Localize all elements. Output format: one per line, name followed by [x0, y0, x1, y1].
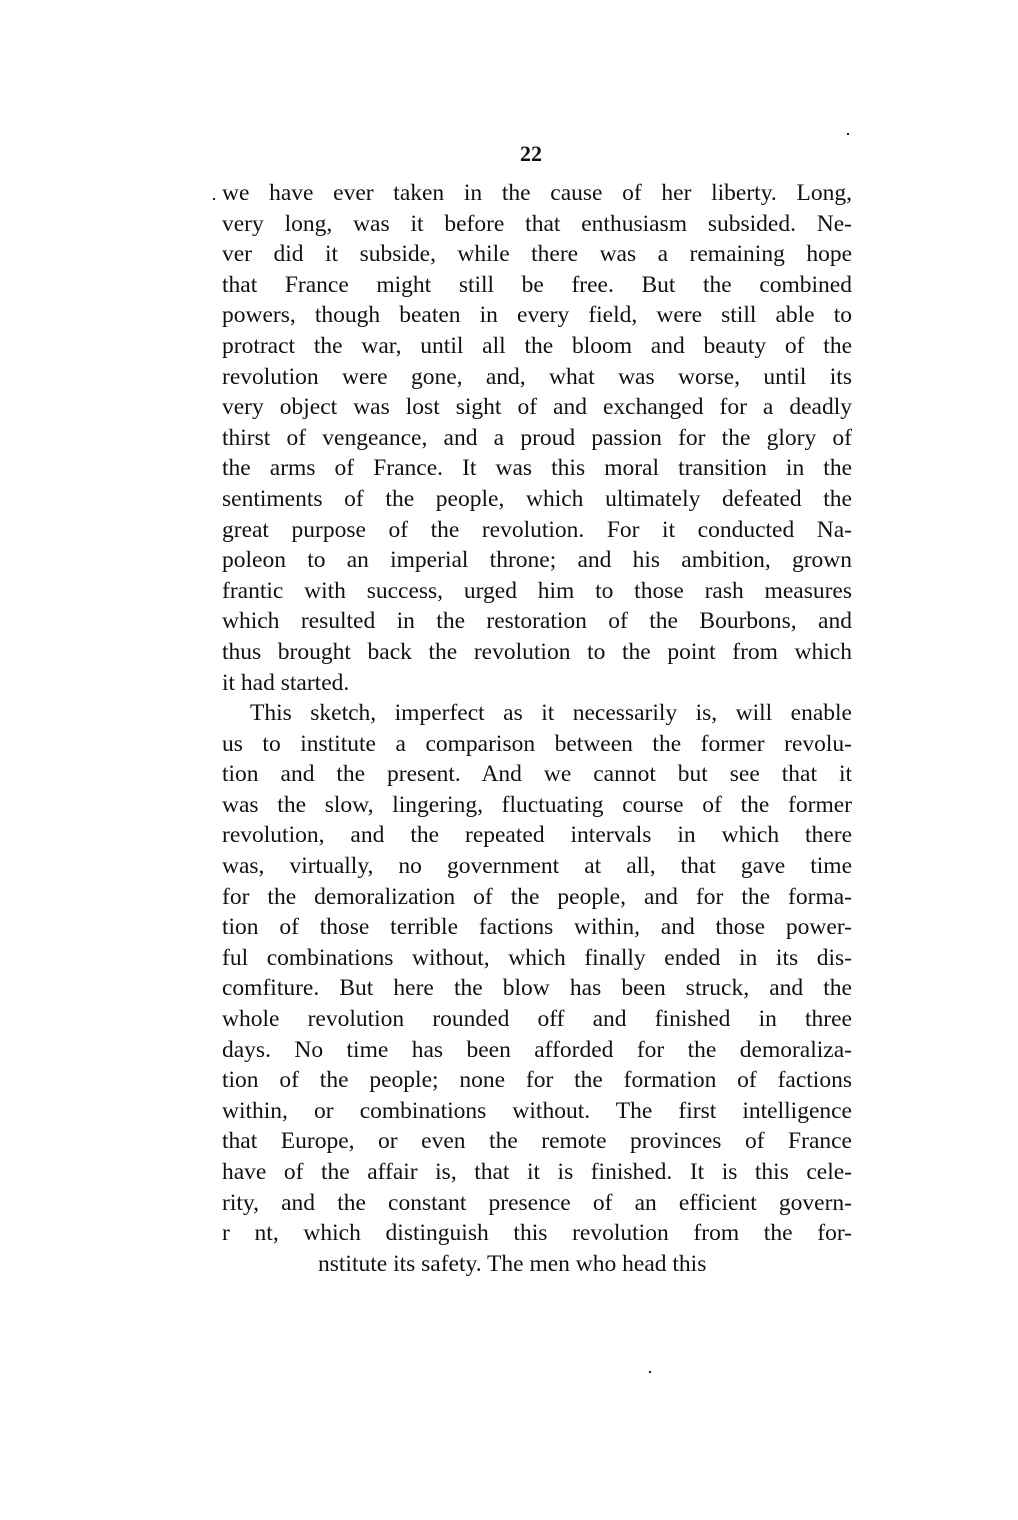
text-line: frantic with success, urged him to those rash measures: [222, 577, 852, 604]
text-line: for the demoralization of the people, and for the forma-: [222, 883, 852, 910]
text-line: revolution were gone, and, what was worse, until its: [222, 363, 852, 390]
text-line: thus brought back the revolution to the point from which: [222, 638, 852, 665]
scan-speck: [847, 133, 849, 135]
text-line: the arms of France. It was this moral transition in the: [222, 455, 852, 482]
text-line: sentiments of the people, which ultimately defeated the: [222, 485, 852, 512]
paragraph-2: [222, 698, 852, 1279]
paragraph-1: [222, 178, 852, 698]
text-line: great purpose of the revolution. For it conducted Na-: [222, 516, 852, 543]
text-line: whole revolution rounded off and finished in three: [222, 1006, 852, 1033]
text-line: tion of those terrible factions within, and those power-: [222, 914, 852, 941]
text-line: that Europe, or even the remote provinces of France: [222, 1128, 852, 1155]
text-line: ver did it subside, while there was a remaining hope: [222, 241, 852, 268]
text-line: protract the war, until all the bloom and beauty of the: [222, 332, 852, 359]
page-number: 22: [520, 141, 542, 166]
text-line: comfiture. But here the blow has been struck, and the: [222, 975, 852, 1002]
text-line: which resulted in the restoration of the Bourbons, and: [222, 608, 852, 635]
text-line-fragment: nstitute its safety. The men who head this: [318, 1250, 707, 1277]
text-line: ful combinations without, which finally ended in its dis-: [222, 944, 852, 971]
text-line: was, virtually, no government at all, that gave time: [222, 853, 852, 880]
text-line: within, or combinations without. The first intelligence: [222, 1097, 852, 1124]
scan-speck: [649, 1371, 651, 1373]
text-line: very long, was it before that enthusiasm subsided. Ne-: [222, 210, 852, 237]
text-line: poleon to an imperial throne; and his ambition, grown: [222, 547, 852, 574]
body-text: [222, 178, 852, 1279]
text-line: powers, though beaten in every field, were still able to: [222, 302, 852, 329]
text-line: revolution, and the repeated intervals in which there: [222, 822, 852, 849]
text-line: us to institute a comparison between the former revolu-: [222, 730, 852, 757]
text-line: tion of the people; none for the formation of factions: [222, 1067, 852, 1094]
text-line: tion and the present. And we cannot but see that it: [222, 761, 852, 788]
scan-speck: [213, 198, 215, 200]
text-line: thirst of vengeance, and a proud passion for the glory of: [222, 424, 852, 451]
text-line: that France might still be free. But the combined: [222, 271, 852, 298]
text-line: have of the affair is, that it is finished. It is this cele-: [222, 1159, 852, 1185]
text-line: This sketch, imperfect as it necessarily is, will enable: [250, 700, 852, 727]
text-line: was the slow, lingering, fluctuating course of the former: [222, 791, 852, 818]
text-line: r nt, which distinguish this revolution from the for-: [222, 1220, 852, 1247]
text-line: we have ever taken in the cause of her liberty. Long,: [222, 180, 852, 206]
text-line: days. No time has been afforded for the demoraliza-: [222, 1036, 852, 1063]
text-line: very object was lost sight of and exchanged for a deadly: [222, 394, 852, 421]
text-line: it had started.: [222, 669, 350, 696]
text-line: rity, and the constant presence of an efficient govern-: [222, 1189, 852, 1216]
